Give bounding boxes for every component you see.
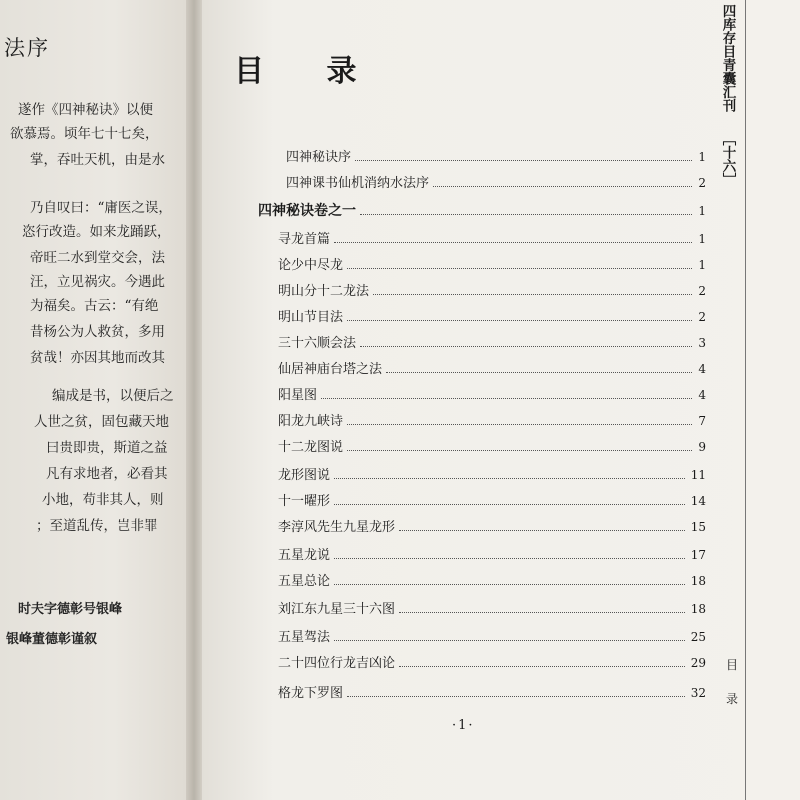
toc-leader-dots — [347, 424, 692, 425]
preface-line: 恣行改造。如来龙踊跃， — [22, 224, 171, 240]
preface-line: 编成是书，以便后之 — [52, 388, 174, 404]
toc-entry-page: 18 — [690, 574, 706, 588]
toc-entry-title: 论少中尽龙 — [278, 258, 344, 273]
toc-entry — [278, 436, 706, 455]
toc-entry — [278, 544, 706, 563]
toc-leader-dots — [360, 214, 692, 215]
toc-leader-dots — [373, 294, 692, 295]
left-page — [0, 0, 190, 800]
preface-line: 贫哉！亦因其地而改其 — [30, 350, 165, 366]
toc-entry-page: 1 — [698, 150, 706, 164]
toc-leader-dots — [433, 186, 692, 187]
toc-entry-page: 2 — [698, 176, 706, 190]
toc-entry-page: 3 — [698, 336, 706, 350]
preface-line: 遂作《四神秘诀》以便 — [18, 102, 153, 118]
toc-entry — [278, 280, 706, 299]
toc-entry-page: 14 — [690, 494, 706, 508]
toc-entry-page: 4 — [698, 362, 706, 376]
toc-leader-dots — [399, 666, 685, 667]
preface-title: 法序 — [4, 36, 50, 60]
toc-entry — [278, 652, 706, 671]
preface-line: 人世之贫，固包藏天地 — [34, 414, 169, 430]
preface-line: 欲慕焉。顷年七十七矣， — [10, 126, 159, 142]
preface-line: 小地，苟非其人，则 — [42, 492, 164, 508]
section-label: 录 — [726, 692, 739, 706]
toc-entry-page: 17 — [690, 548, 706, 562]
toc-entry-page: 4 — [698, 388, 706, 402]
series-title-text: 四库存目青囊汇刊 — [719, 4, 736, 112]
toc-entry-title: 十一曜形 — [278, 494, 331, 509]
toc-entry-page: 1 — [698, 258, 706, 272]
toc-entry-title: 五星驾法 — [278, 630, 331, 645]
volume-label — [716, 132, 738, 191]
toc-leader-dots — [399, 530, 685, 531]
toc-entry-title: 仙居神庙台塔之法 — [278, 362, 383, 377]
toc-entry — [286, 172, 706, 191]
toc-leader-dots — [399, 612, 685, 613]
toc-entry-title: 四神秘诀序 — [286, 150, 352, 165]
toc-title: 目 录 — [234, 54, 383, 89]
toc-entry-title: 四神课书仙机消纳水法序 — [286, 176, 430, 191]
toc-entry — [278, 228, 706, 247]
preface-line: 掌，吞吐天机，由是水 — [30, 152, 165, 168]
toc-section-entry — [258, 200, 706, 220]
toc-entry-title: 二十四位行龙吉凶论 — [278, 656, 396, 671]
toc-entry — [278, 358, 706, 377]
toc-leader-dots — [355, 160, 692, 161]
toc-leader-dots — [321, 398, 692, 399]
toc-leader-dots — [334, 504, 685, 505]
toc-entry-title: 三十六顺会法 — [278, 336, 357, 351]
toc-entry — [278, 332, 706, 351]
toc-entry — [278, 306, 706, 325]
preface-line: 乃自叹曰：“庸医之误， — [30, 200, 172, 216]
preface-signature: 时夫字德彰号银峰 — [18, 602, 123, 617]
volume-label-text: ［十六］ — [719, 132, 736, 186]
toc-entry-page: 25 — [690, 630, 706, 644]
toc-leader-dots — [347, 696, 685, 697]
toc-entry — [278, 598, 706, 617]
toc-entry-title: 五星总论 — [278, 574, 331, 589]
toc-entry-title: 刘江东九星三十六图 — [278, 602, 396, 617]
toc-entry — [278, 464, 706, 483]
toc-entry-title: 阳龙九峡诗 — [278, 414, 344, 429]
toc-entry-page: 7 — [698, 414, 706, 428]
toc-entry-title: 李淳风先生九星龙形 — [278, 520, 396, 535]
toc-leader-dots — [334, 242, 692, 243]
toc-entry-page: 32 — [690, 686, 706, 700]
toc-leader-dots — [360, 346, 692, 347]
toc-leader-dots — [334, 640, 685, 641]
toc-entry-page: 9 — [698, 440, 706, 454]
toc-entry-title: 阳星图 — [278, 388, 318, 403]
toc-leader-dots — [386, 372, 692, 373]
toc-leader-dots — [334, 584, 685, 585]
toc-entry — [278, 626, 706, 645]
toc-leader-dots — [347, 450, 692, 451]
toc-entry-page: 18 — [690, 602, 706, 616]
preface-line: 为福矣。古云：“有绝 — [30, 298, 159, 314]
toc-entry — [286, 146, 706, 165]
toc-entry-title: 寻龙首篇 — [278, 232, 331, 247]
toc-entry-title: 龙形图说 — [278, 468, 331, 483]
toc-entry-title: 五星龙说 — [278, 548, 331, 563]
toc-entry — [278, 384, 706, 403]
section-label: 目 — [726, 658, 739, 672]
toc-entry-page: 2 — [698, 284, 706, 298]
toc-entry-page: 1 — [698, 232, 706, 246]
toc-entry-title: 十二龙图说 — [278, 440, 344, 455]
toc-leader-dots — [347, 320, 692, 321]
toc-entry-title: 明山分十二龙法 — [278, 284, 370, 299]
preface-line: 汪，立见祸灾。今遇此 — [30, 274, 165, 290]
preface-line: 曰贵即贵，斯道之益 — [46, 440, 168, 456]
toc-entry-page: 2 — [698, 310, 706, 324]
toc-leader-dots — [334, 478, 685, 479]
series-title — [716, 4, 738, 117]
side-rule — [745, 0, 746, 800]
toc-entry — [278, 254, 706, 273]
toc-entry-title: 明山节目法 — [278, 310, 344, 325]
toc-entry-title: 四神秘诀卷之一 — [258, 203, 356, 219]
toc-entry-page: 15 — [690, 520, 706, 534]
toc-entry — [278, 570, 706, 589]
toc-leader-dots — [347, 268, 692, 269]
preface-line: 凡有求地者，必看其 — [46, 466, 168, 482]
toc-entry-page: 1 — [698, 204, 706, 218]
toc-entry — [278, 410, 706, 429]
preface-line: 帝旺二水到堂交会，法 — [30, 250, 165, 266]
page-number: ·1· — [452, 718, 475, 733]
toc-entry — [278, 682, 706, 701]
toc-entry-page: 11 — [690, 468, 706, 482]
toc-entry — [278, 516, 706, 535]
toc-entry-title: 格龙下罗图 — [278, 686, 344, 701]
toc-leader-dots — [334, 558, 685, 559]
preface-line: ；至道乱传，岂非罪 — [36, 518, 158, 534]
toc-entry-page: 29 — [690, 656, 706, 670]
preface-signature: 银峰董德彰谨叙 — [6, 632, 98, 647]
toc-entry — [278, 490, 706, 509]
preface-line: 昔杨公为人救贫，多用 — [30, 324, 165, 340]
